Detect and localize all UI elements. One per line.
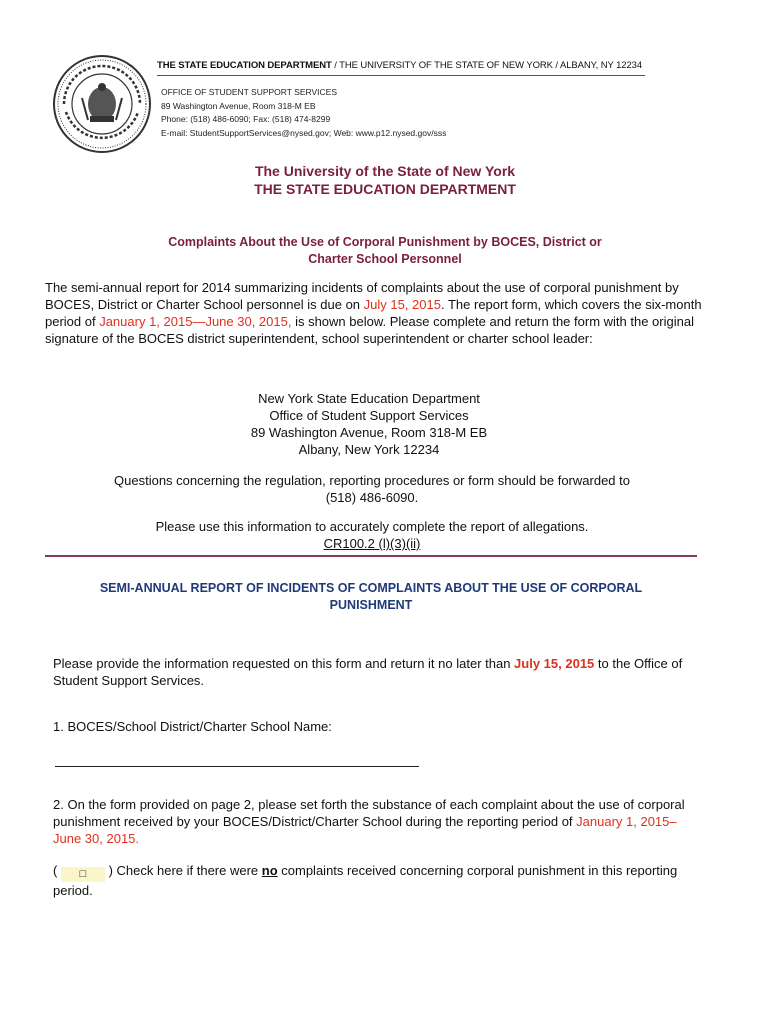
checkbox-no-word: no — [261, 863, 278, 878]
page-title — [0, 162, 770, 198]
office-address: 89 Washington Avenue, Room 318-M EB — [161, 100, 316, 111]
instructions-text-2: to the Office of Student Support Services. — [53, 656, 683, 688]
checkbox-text-1: Check here if there were — [112, 863, 262, 878]
letterhead-dept-bold: THE STATE EDUCATION DEPARTMENT — [157, 60, 332, 71]
no-complaints-checkbox-row — [53, 862, 693, 899]
report-title-line1: SEMI-ANNUAL REPORT OF INCIDENTS OF COMPLAINTS ABOUT THE USE OF CORPORAL — [99, 581, 643, 595]
address-line: Office of Student Support Services — [269, 408, 469, 423]
letterhead-department — [157, 60, 642, 71]
please-use-text: Please use this information to accurately complete the report of allegations. — [155, 519, 589, 534]
checkbox-text-2: complaints received concerning corporal punishment in this reporting period. — [53, 863, 678, 898]
intro-due-date: July 15, 2015 — [363, 297, 441, 312]
item-1-label: 1. BOCES/School District/Charter School Name: — [53, 719, 332, 734]
school-name-field-line[interactable] — [55, 766, 419, 767]
address-line: 89 Washington Avenue, Room 318-M EB — [250, 425, 488, 440]
complaints-heading — [100, 234, 670, 268]
no-complaints-checkbox[interactable]: □ — [61, 867, 105, 882]
complaints-heading-line2: Charter School Personnel — [308, 252, 462, 266]
report-title-line2: PUNISHMENT — [329, 598, 413, 612]
mailing-address — [0, 390, 738, 458]
title-department: THE STATE EDUCATION DEPARTMENT — [254, 181, 516, 197]
questions-phone: (518) 486-6090. — [325, 490, 419, 505]
intro-period: January 1, 2015—June 30, 2015, — [99, 314, 292, 329]
office-contact-block — [161, 86, 446, 140]
office-name: OFFICE OF STUDENT SUPPORT SERVICES — [161, 87, 338, 97]
instructions-text-1: Please provide the information requested on this form and return it no later than — [53, 656, 515, 671]
intro-text-2: . The report form, which covers the six-month period of — [45, 297, 702, 329]
regulation-citation: CR100.2 (l)(3)(ii) — [323, 536, 421, 551]
instructions-paragraph — [53, 655, 693, 689]
section-divider — [45, 555, 697, 557]
letterhead-divider — [157, 75, 645, 76]
checkbox-open-paren: ( — [53, 863, 61, 878]
questions-text: Questions concerning the regulation, reporting procedures or form should be forwarded to — [114, 473, 630, 488]
office-phone: Phone: (518) 486-6090; Fax: (518) 474-8299 — [161, 114, 331, 124]
questions-note — [60, 472, 684, 506]
address-line: Albany, New York 12234 — [298, 442, 440, 457]
title-university: The University of the State of New York — [254, 163, 516, 179]
report-title — [45, 580, 697, 614]
item-2-paragraph — [53, 796, 693, 847]
instructions-due-date: July 15, 2015 — [514, 656, 595, 671]
checkbox-close-paren: ) — [104, 863, 113, 878]
nys-seal-logo — [52, 54, 152, 154]
intro-text-1: The semi-annual report for 2014 summarizing incidents of complaints about the use of corporal punishment by BOCES, District or Charter School personnel is due on — [45, 280, 679, 312]
item-2-text: 2. On the form provided on page 2, please set forth the substance of each complaint about the use of corporal punishment received by your BOCES/District/Charter School during the reporting period of — [53, 797, 685, 829]
intro-text-3: is shown below. Please complete and return the form with the original signature of the BOCES district superintendent, school superintendent or charter school leader: — [45, 314, 694, 346]
office-email-web: E-mail: StudentSupportServices@nysed.gov; Web: www.p12.nysed.gov/sss — [161, 127, 447, 138]
intro-paragraph — [45, 279, 705, 347]
item-2-period: January 1, 2015–June 30, 2015. — [53, 814, 677, 846]
letterhead-dept-rest: / THE UNIVERSITY OF THE STATE OF NEW YORK / ALBANY, NY 12234 — [331, 60, 643, 71]
please-use-note — [60, 518, 684, 552]
complaints-heading-line1: Complaints About the Use of Corporal Punishment by BOCES, District or — [168, 235, 602, 249]
address-line: New York State Education Department — [258, 391, 480, 406]
